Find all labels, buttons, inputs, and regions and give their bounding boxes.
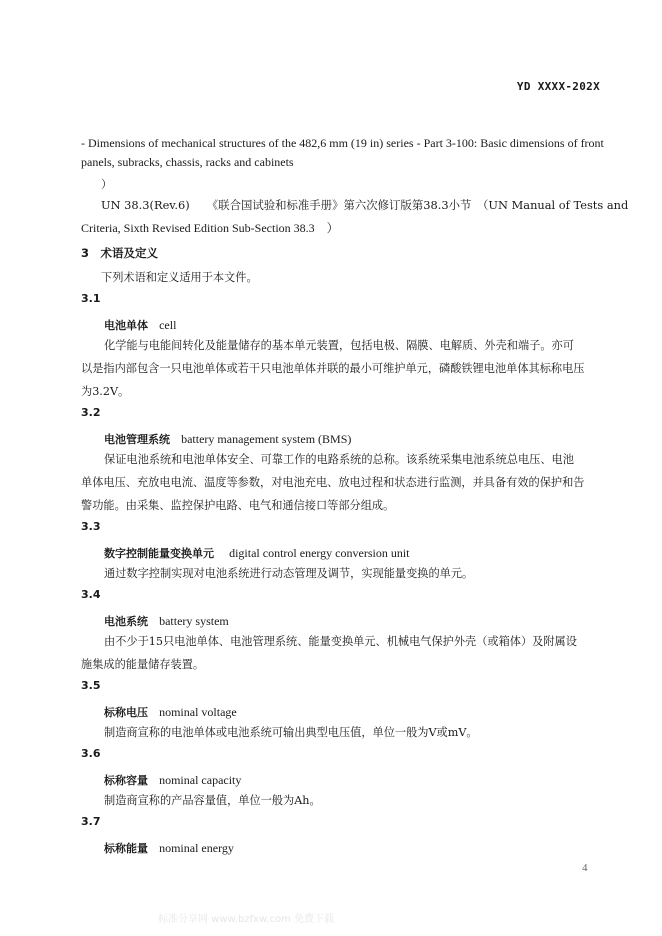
term-title: [104, 610, 229, 629]
term-number: 3.4: [81, 588, 101, 601]
reference-iec-line-3: ）: [101, 178, 113, 191]
section-heading: 3 术语及定义: [81, 246, 159, 260]
term-en: battery system: [159, 614, 229, 628]
term-definition-line: 由不少于15只电池单体、电池管理系统、能量变换单元、机械电气保护外壳（或箱体）及附属设: [104, 635, 577, 648]
term-zh: 标称电压: [104, 706, 148, 719]
term-definition-line: 施集成的能量储存装置。: [81, 658, 205, 671]
term-en: nominal capacity: [159, 773, 242, 787]
term-definition-line: 单体电压、充放电电流、温度等参数，对电池充电、放电过程和状态进行监测，并具备有效的保护和告: [81, 476, 585, 489]
term-definition-line: 为3.2V。: [81, 385, 130, 398]
page-number: 4: [582, 862, 588, 874]
term-zh: 标称容量: [104, 774, 148, 787]
term-title: [104, 769, 241, 788]
reference-un-line-1: UN 38.3(Rev.6) 《联合国试验和标准手册》第六次修订版第38.3小节 （UN Manual of Tests and: [101, 198, 629, 212]
term-zh: 电池单体: [104, 319, 148, 332]
term-definition-line: 保证电池系统和电池单体安全、可靠工作的电路系统的总称。该系统采集电池系统总电压、电池: [104, 453, 574, 466]
term-definition-line: 通过数字控制实现对电池系统进行动态管理及调节，实现能量变换的单元。: [104, 567, 474, 580]
term-number: 3.3: [81, 520, 101, 533]
term-title: [104, 701, 237, 720]
term-en: nominal voltage: [159, 705, 237, 719]
term-zh: 电池系统: [104, 615, 148, 628]
term-number: 3.7: [81, 815, 101, 828]
term-title: [104, 542, 410, 561]
reference-iec-line-2: panels, subracks, chassis, racks and cabinets: [81, 155, 294, 169]
term-definition-line: 以是指内部包含一只电池单体或若干只电池单体并联的最小可维护单元，磷酸铁锂电池单体其标称电压: [81, 362, 585, 375]
term-title: [104, 837, 234, 856]
watermark: 标准分享网 www.bzfxw.com 免费下载: [158, 914, 334, 925]
term-en: digital control energy conversion unit: [229, 546, 410, 560]
term-zh: 标称能量: [104, 842, 148, 855]
section-intro: 下列术语和定义适用于本文件。: [101, 271, 258, 284]
document-code: YD XXXX-202X: [516, 80, 600, 93]
term-zh: 数字控制能量变换单元: [104, 547, 214, 560]
term-definition-line: 化学能与电能间转化及能量储存的基本单元装置，包括电极、隔膜、电解质、外壳和端子。亦可: [104, 339, 574, 352]
term-definition-line: 制造商宣称的电池单体或电池系统可输出典型电压值，单位一般为V或mV。: [104, 726, 478, 739]
reference-un-line-2: Criteria, Sixth Revised Edition Sub-Section 38.3 ）: [81, 221, 339, 235]
term-title: [104, 314, 176, 333]
term-en: cell: [159, 318, 177, 332]
term-title: [104, 428, 351, 447]
term-definition-line: 警功能。由采集、监控保护电路、电气和通信接口等部分组成。: [81, 499, 395, 512]
reference-iec-line-1: - Dimensions of mechanical structures of the 482,6 mm (19 in) series - Part 3-100: Basic dimensions of front: [81, 136, 604, 150]
term-definition-line: 制造商宣称的产品容量值，单位一般为Ah。: [104, 794, 321, 807]
term-number: 3.2: [81, 406, 101, 419]
term-en: nominal energy: [159, 841, 234, 855]
term-en: battery management system (BMS): [181, 432, 352, 446]
term-number: 3.6: [81, 747, 101, 760]
term-zh: 电池管理系统: [104, 433, 170, 446]
term-number: 3.1: [81, 292, 101, 305]
term-number: 3.5: [81, 679, 101, 692]
